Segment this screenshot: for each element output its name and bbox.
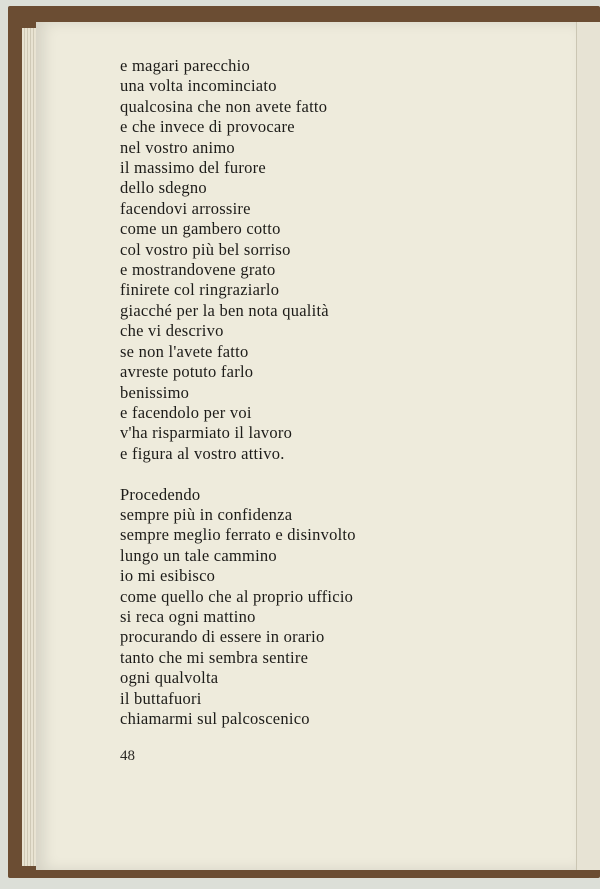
poem-line: col vostro più bel sorriso — [120, 239, 291, 259]
poem-line: io mi esibisco — [120, 566, 216, 586]
poem-line: lungo un tale cammino — [120, 545, 277, 565]
poem-line: una volta incominciato — [120, 76, 277, 96]
poem-line: giacché per la ben nota qualità — [120, 300, 329, 320]
poem-line: avreste potuto farlo — [120, 362, 254, 382]
poem-line: sempre più in confidenza — [120, 504, 293, 524]
poem-line: si reca ogni mattino — [120, 606, 256, 626]
stanza-1 — [120, 56, 356, 464]
poem-line: il buttafuori — [120, 688, 202, 708]
poem-line: se non l'avete fatto — [120, 341, 249, 361]
poem-line: benissimo — [120, 382, 190, 402]
poem-line: e figura al vostro attivo. — [120, 443, 285, 463]
poem-line: nel vostro animo — [120, 137, 235, 157]
poem-line: facendovi arrossire — [120, 198, 251, 218]
poem-line: e facendolo per voi — [120, 402, 252, 422]
poem-line: Procedendo — [120, 484, 201, 504]
poem-line: qualcosina che non avete fatto — [120, 96, 328, 116]
poem-line: dello sdegno — [120, 178, 207, 198]
poem-line: sempre meglio ferrato e disinvolto — [120, 525, 356, 545]
poem-line: chiamarmi sul palcoscenico — [120, 708, 310, 728]
poem-line: e mostrandovene grato — [120, 260, 276, 280]
poem-line: tanto che mi sembra sentire — [120, 647, 309, 667]
stanza-2 — [120, 485, 356, 730]
next-page-edge — [576, 22, 600, 870]
poem-line: che vi descrivo — [120, 321, 224, 341]
poem-line: come un gambero cotto — [120, 219, 281, 239]
page-number: 48 — [120, 748, 135, 764]
poem-line: ogni qualvolta — [120, 668, 219, 688]
poem-line: procurando di essere in orario — [120, 627, 325, 647]
poem-line: e che invece di provocare — [120, 117, 295, 137]
poem-line: come quello che al proprio ufficio — [120, 586, 354, 606]
poem-text — [120, 56, 356, 729]
poem-line: e magari parecchio — [120, 56, 251, 75]
poem-line: il massimo del furore — [120, 158, 266, 178]
poem-line: v'ha risparmiato il lavoro — [120, 423, 293, 443]
poem-line: finirete col ringraziarlo — [120, 280, 280, 300]
